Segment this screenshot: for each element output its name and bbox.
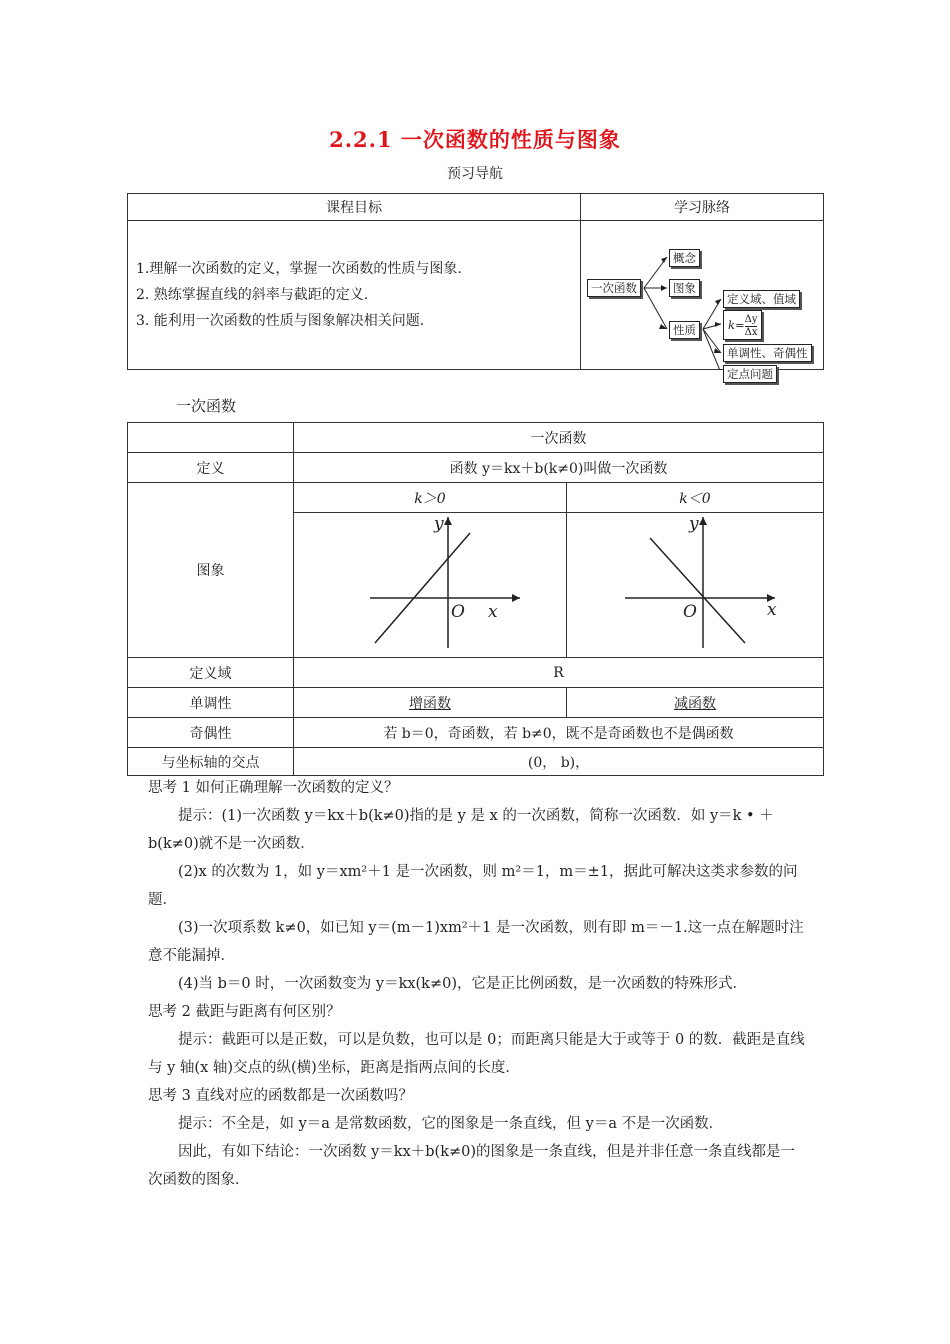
page-title: 2.2.1 一次函数的性质与图象 [329,127,621,152]
overview-table [127,193,824,381]
concept-map [581,221,823,381]
origin-label: O [451,602,465,622]
map-node-domain: 定义域、值域 [723,290,800,308]
paragraph: 思考 3 直线对应的函数都是一次函数吗？ [148,1088,413,1104]
goals-cell [128,221,581,370]
slope-numerator: Δy [744,313,758,325]
intersect-label: 与坐标轴的交点 [128,748,294,776]
mono-label: 单调性 [128,688,294,718]
parity-label: 奇偶性 [128,718,294,748]
def-text: 函数 y＝kx＋b(k≠0)叫做一次函数 [294,453,824,483]
paragraph: 思考 1 如何正确理解一次函数的定义？ [148,780,399,796]
map-header: 学习脉络 [581,194,824,221]
origin-label: O [683,602,697,622]
goal-item: 1.理解一次函数的定义，掌握一次函数的性质与图象. [136,261,462,277]
table-header: 一次函数 [294,423,824,453]
graph-decreasing-cell [567,513,824,658]
paragraph: 提示：(1)一次函数 y＝kx＋b(k≠0)指的是 y 是 x 的一次函数，简称一次函数．如 y＝k • ＋b(k≠0)就不是一次函数． [148,808,774,852]
section-heading: 一次函数 [176,397,237,415]
body-text [148,774,808,1194]
paragraph: 思考 2 截距与距离有何区别？ [148,1004,341,1020]
paragraph: 因此，有如下结论：一次函数 y＝kx＋b(k≠0)的图象是一条直线，但是并非任意一条直线都是一次函数的图象． [148,1144,796,1188]
function-table [127,422,824,776]
mono-increasing: 增函数 [294,688,567,718]
slope-k-label: k= [728,318,745,332]
def-label: 定义 [128,453,294,483]
axis-y-label: y [434,514,444,534]
section-subtitle: 预习导航 [447,166,503,182]
map-node-mono: 单调性、奇偶性 [723,344,812,362]
map-node-slope [723,310,762,340]
parity-value: 若 b＝0，奇函数，若 b≠0，既不是奇函数也不是偶函数 [294,718,824,748]
paragraph: 提示：截距可以是正数，可以是负数，也可以是 0；而距离只能是大于或等于 0 的数．截距是直线与 y 轴(x 轴)交点的纵(横)坐标，距离是指两点间的长度． [148,1032,805,1076]
axis-x-label: x [488,602,498,622]
k-positive-label: k＞0 [294,483,567,513]
goal-item: 2. 熟练掌握直线的斜率与截距的定义. [136,287,369,303]
empty-corner [128,423,294,453]
graph-increasing [330,513,530,653]
paragraph: 提示：不全是，如 y＝a 是常数函数，它的图象是一条直线，但 y＝a 不是一次函数． [178,1116,724,1132]
k-negative-label: k＜0 [567,483,824,513]
map-node-property: 性质 [669,321,700,339]
slope-denominator: Δx [744,326,758,338]
domain-label: 定义域 [128,658,294,688]
goal-item: 3. 能利用一次函数的性质与图象解决相关问题. [136,313,425,329]
graph-decreasing [595,513,795,653]
map-node-fixed: 定点问题 [723,365,777,383]
paragraph: (2)x 的次数为 1，如 y＝xm²＋1 是一次函数，则 m²＝1，m＝±1，据此可解决这类求参数的问题． [148,864,798,908]
mono-decreasing: 减函数 [567,688,824,718]
graph-increasing-cell [294,513,567,658]
paragraph: (4)当 b＝0 时，一次函数变为 y＝kx(k≠0)，它是正比例函数，是一次函数的特殊形式． [178,976,748,992]
map-node-concept: 概念 [669,249,700,267]
map-node-graph: 图象 [669,279,700,297]
paragraph: (3)一次项系数 k≠0，如已知 y＝(m－1)xm²＋1 是一次函数，则有即 m＝－1.这一点在解题时注意不能漏掉． [148,920,804,964]
axis-y-label: y [689,514,699,534]
concept-map-cell [581,221,824,381]
map-node-root: 一次函数 [587,279,641,297]
axis-x-label: x [767,600,777,620]
intersect-value: (0， b)， [294,748,824,776]
domain-value: R [294,658,824,688]
graph-label: 图象 [128,483,294,658]
goals-header: 课程目标 [128,194,581,221]
